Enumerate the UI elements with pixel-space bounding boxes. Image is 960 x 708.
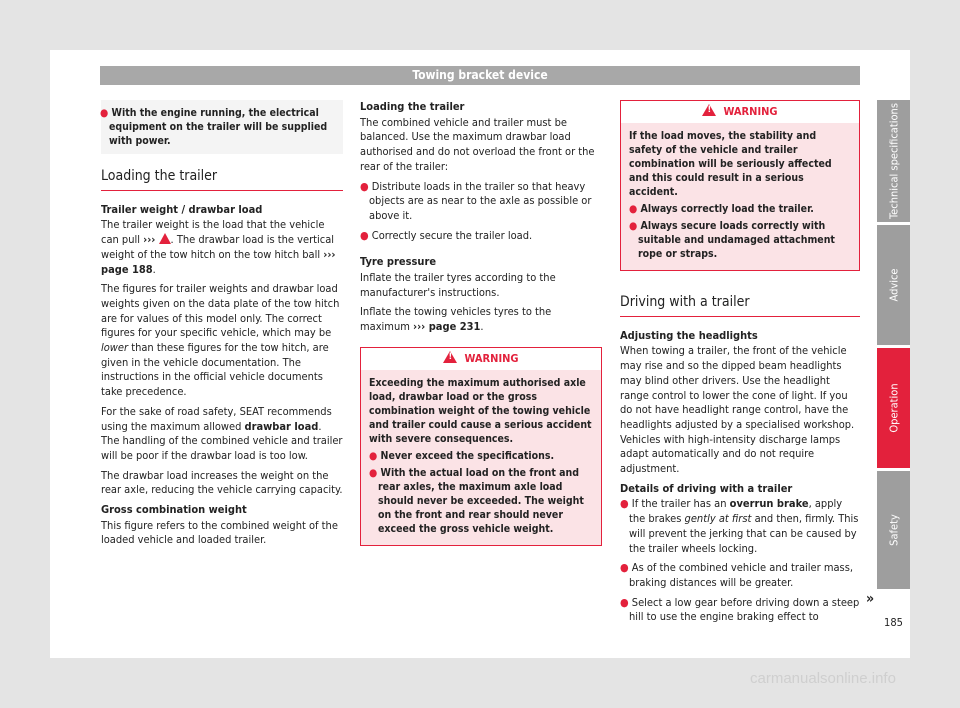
tab-advice[interactable]: Advice: [877, 225, 910, 345]
warning-icon: [443, 351, 457, 363]
tab-technical-specifications[interactable]: Technical specifications: [877, 100, 910, 222]
bullet-icon: ●: [629, 220, 638, 232]
paragraph: The trailer weight is the load that the vehicle can pull ››› . The drawbar load is the vertical weight of the tow hitch on the tow hitch ball ››› page 188.: [101, 218, 336, 276]
warning-header: !WARNING: [621, 101, 859, 123]
paragraph: Inflate the trailer tyres according to the manufacturer's instructions.: [360, 271, 556, 299]
column-3: [620, 100, 860, 630]
warning-icon: [159, 233, 171, 244]
warning-box: [360, 347, 602, 546]
paragraph: The drawbar load increases the weight on the rear axle, reducing the vehicle carrying capacity.: [101, 468, 343, 497]
list-item: ● With the actual load on the front and rear axles, the maximum axle load should never be exceeded. The weight on the front and rear should never exceed the gross vehicle weight.: [369, 466, 584, 535]
list-item: ● Never exceed the specifications.: [369, 449, 555, 462]
paragraph: The figures for trailer weights and drawbar load weights given on the data plate of the tow hitch are for values of this model only. The correct figures for your specific vehicle, which may be lower than these figures for the tow hitch, are given in the vehicle documentation. The instructions in the official vehicle documents take precedence.: [101, 282, 340, 399]
list-item: ● Always correctly load the trailer.: [629, 203, 814, 215]
subheading: Gross combination weight: [101, 503, 247, 517]
page-header: Towing bracket device: [100, 66, 860, 85]
warning-body: If the load moves, the stability and safety of the vehicle and trailer combination will be seriously affected and this could result in a serious accident. ● Always correctly load the trailer. ● Always secure loads correctly with suitable and undamaged attachment rope or straps.: [621, 123, 859, 270]
bullet-icon: ●: [620, 497, 629, 511]
subheading: Details of driving with a trailer: [620, 481, 793, 495]
column-2: [360, 100, 602, 546]
warning-icon: [702, 104, 716, 116]
bullet-icon: ●: [360, 228, 369, 242]
subheading: Tyre pressure: [360, 255, 437, 269]
bullet-icon: ●: [629, 203, 638, 215]
list-item: ● If the trailer has an overrun brake, apply the brakes gently at first and then, firmly. This will prevent the jerking that can be caused by the trailer wheels locking.: [620, 497, 859, 555]
bullet-icon: ●: [620, 595, 629, 609]
subheading: Trailer weight / drawbar load: [101, 202, 263, 216]
bullet-icon: ●: [620, 561, 629, 575]
list-item: ● As of the combined vehicle and trailer mass, braking distances will be greater.: [620, 561, 854, 589]
watermark: carmanualsonline.info: [750, 670, 896, 687]
tab-safety[interactable]: Safety: [877, 471, 910, 589]
warning-box: [620, 100, 860, 271]
paragraph: This figure refers to the combined weight of the loaded vehicle and loaded trailer.: [101, 518, 338, 547]
subheading: Adjusting the headlights: [620, 328, 758, 342]
paragraph: Inflate the towing vehicles tyres to the maximum ››› page 231.: [360, 305, 552, 334]
bullet-icon: ●: [369, 449, 378, 462]
section-title-driving: Driving with a trailer: [620, 285, 860, 317]
intro-note: ● With the engine running, the electrical equipment on the trailer will be supplied with power.: [101, 100, 343, 154]
ref-arrow-icon: ›››: [143, 233, 156, 247]
warning-body: Exceeding the maximum authorised axle load, drawbar load or the gross combination weight of the towing vehicle and trailer could cause a serious accident with severe consequences. ● Never exceed the specifications. ● With the actual load on the front and rear axles, the maximum axle load should never be exceeded. The weight on the front and rear should never exceed the gross vehicle weight.: [361, 370, 601, 545]
subheading: Loading the trailer: [360, 100, 465, 113]
paragraph: The combined vehicle and trailer must be balanced. Use the maximum drawbar load authorised and do not overload the front or the rear of the trailer:: [360, 115, 595, 173]
paragraph: When towing a trailer, the front of the vehicle may rise and so the dipped beam headlights may blind other drivers. Use the headlight range control to lower the cone of light. If you do not have headlight range control, have the headlights adjusted by a specialised workshop. Vehicles with high-intensity discharge lamps adapt automatically and do not require adjustment.: [620, 344, 855, 476]
bullet-icon: ●: [369, 466, 378, 479]
tab-operation[interactable]: Operation: [877, 348, 910, 468]
list-item: ● Always secure loads correctly with suitable and undamaged attachment rope or straps.: [629, 220, 835, 260]
column-1: [101, 100, 343, 553]
warning-header: !WARNING: [361, 348, 601, 370]
page-ref-link[interactable]: ››› page 231: [413, 320, 481, 334]
paragraph: For the sake of road safety, SEAT recommends using the maximum allowed drawbar load. The handling of the combined vehicle and trailer will be poor if the drawbar load is too low.: [101, 404, 343, 462]
list-item: ● Distribute loads in the trailer so that heavy objects are as near to the axle as possible or above it.: [360, 179, 592, 222]
list-item: ● Correctly secure the trailer load.: [360, 228, 533, 242]
list-item: ● Select a low gear before driving down a steep hill to use the engine braking effect to: [620, 595, 860, 624]
bullet-icon: ●: [100, 107, 109, 119]
page-number: 185: [884, 616, 903, 629]
section-title-loading: Loading the trailer: [101, 159, 343, 191]
page-ref-link[interactable]: ››› page 188: [101, 247, 336, 276]
bullet-icon: ●: [360, 179, 369, 193]
continue-arrow-icon: »: [866, 591, 875, 607]
